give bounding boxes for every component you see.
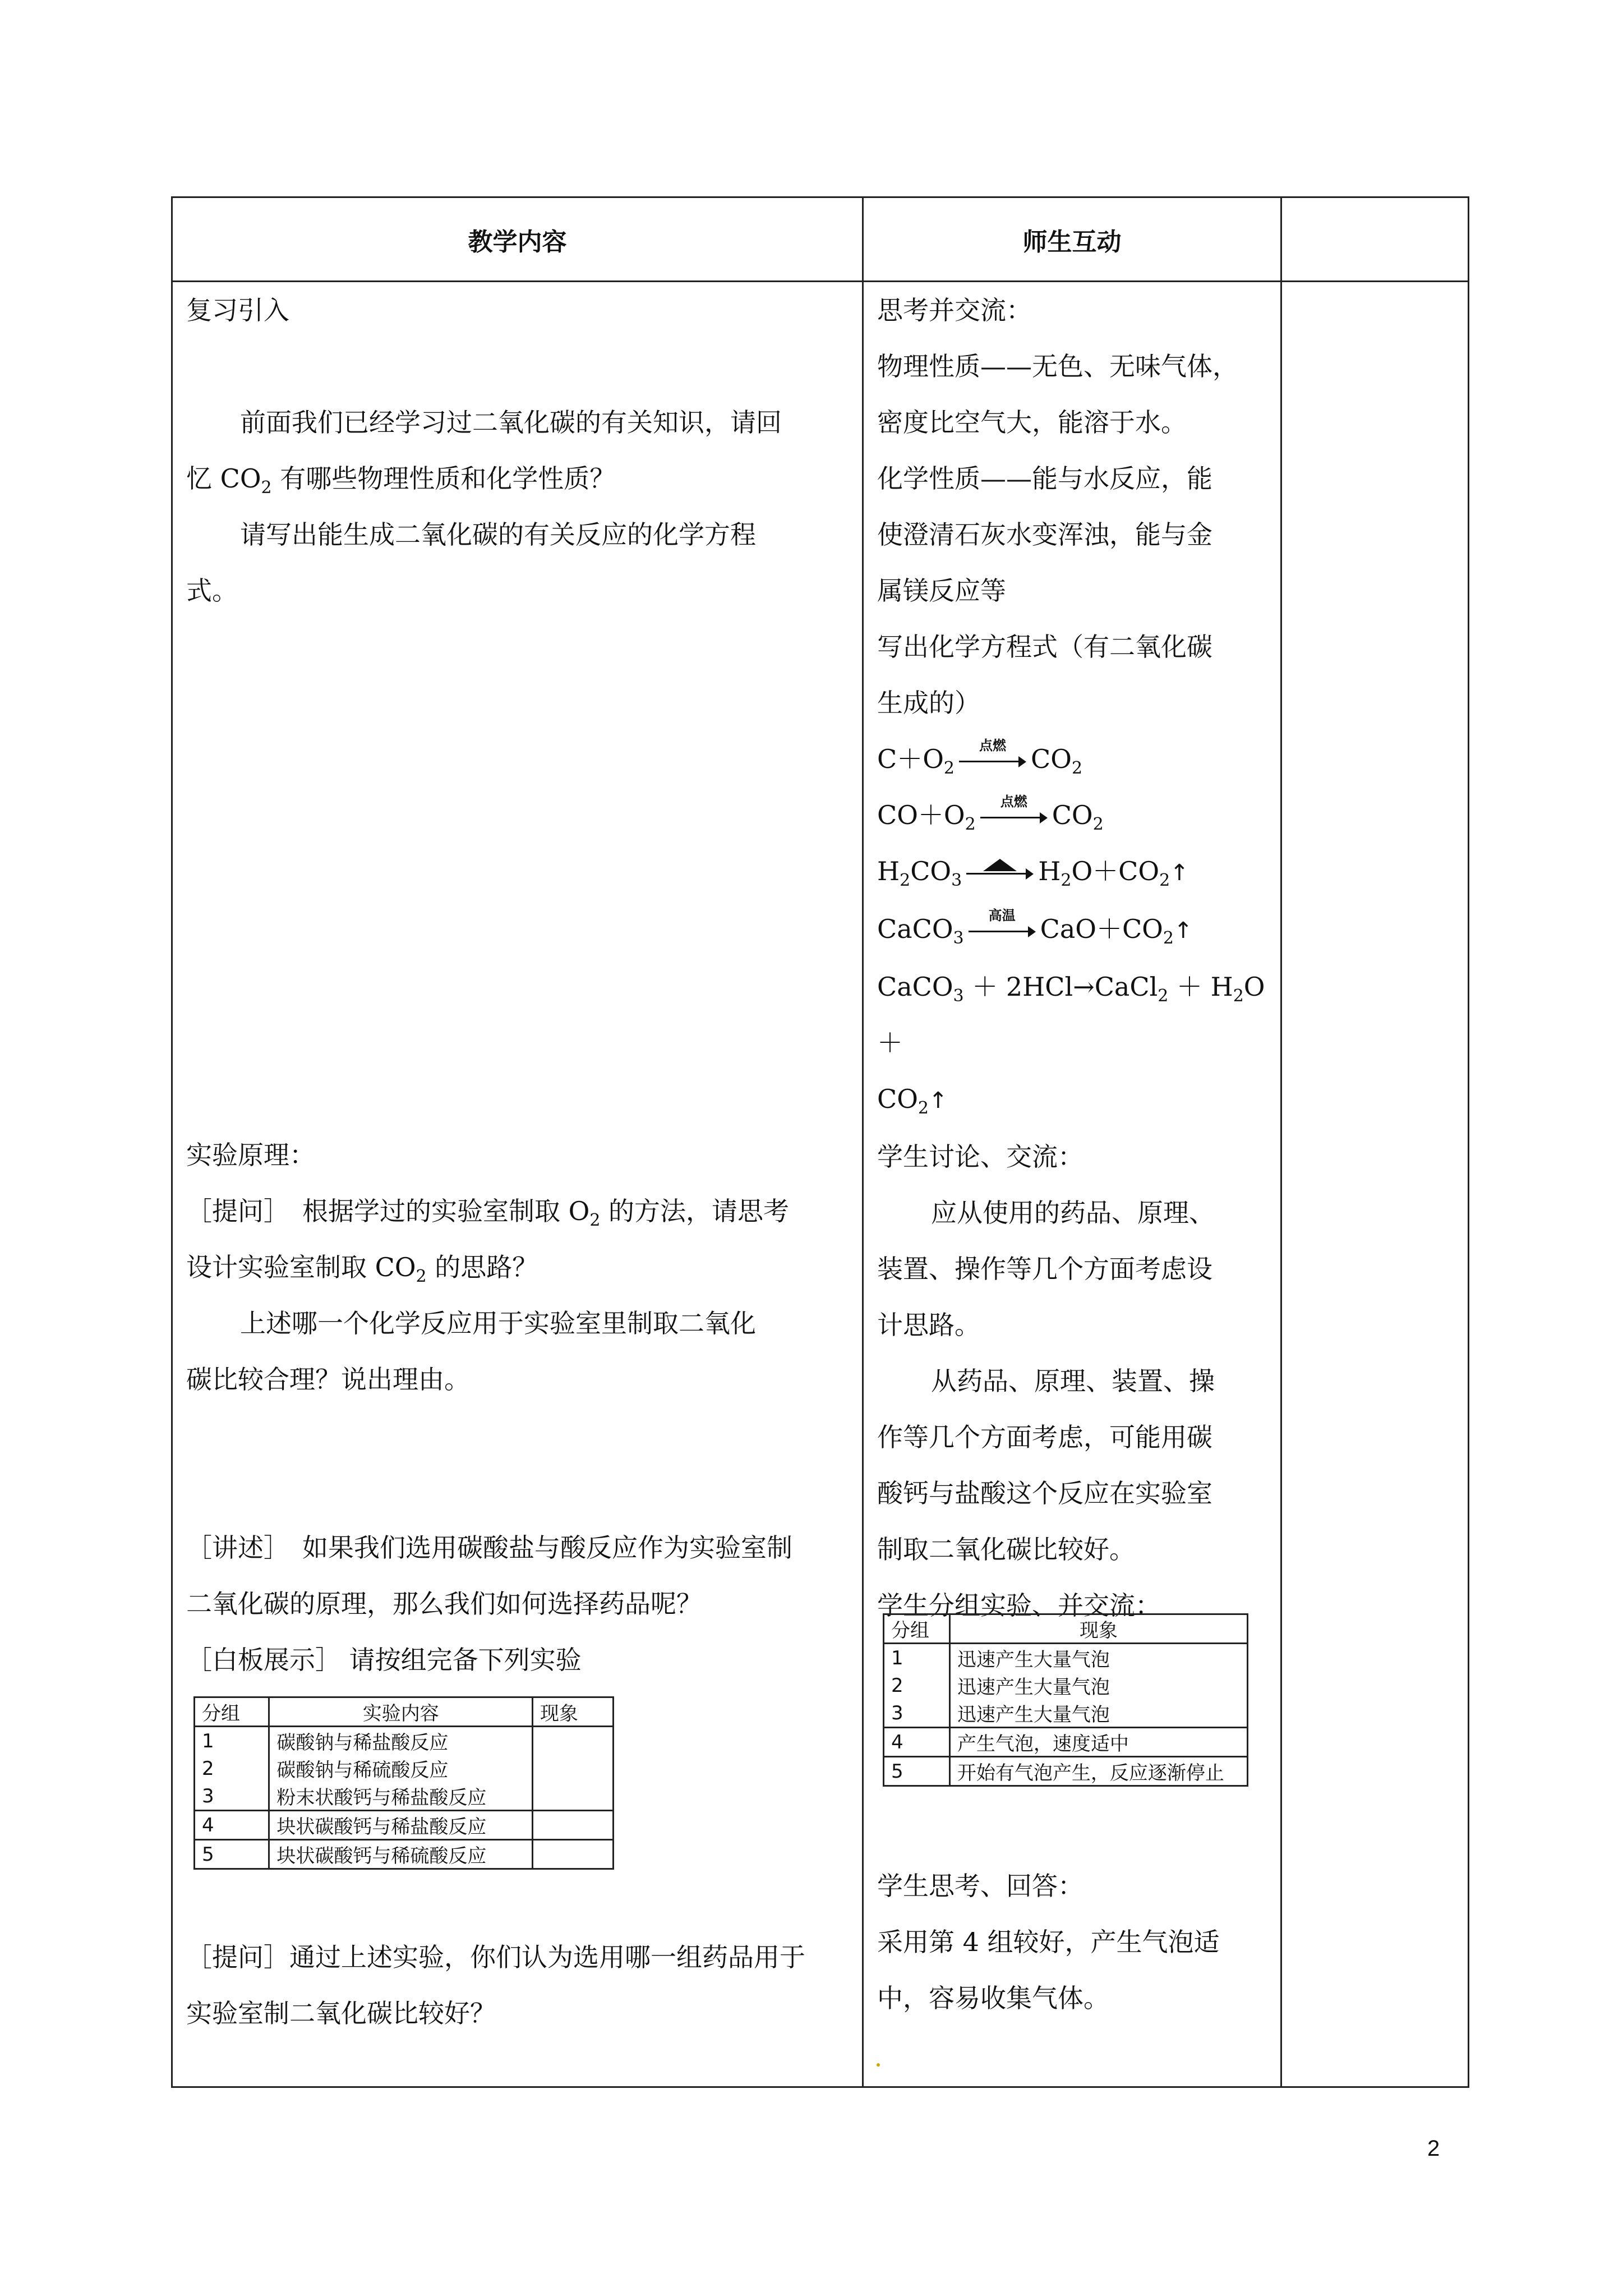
equation-4: CaCO$_3$ 高温 $CaO+CO_2↑$	[877, 908, 1193, 948]
ask-1b	[186, 1239, 854, 1295]
table-cell: 1	[884, 1644, 950, 1672]
gas-up-arrow-icon: ↑	[929, 1088, 948, 1114]
column-divider	[862, 198, 864, 2086]
discuss-title: 学生讨论、交流：	[877, 1142, 1083, 1172]
subscript: 2	[1163, 928, 1174, 948]
subscript: 2	[943, 758, 955, 778]
answer-a: 采用第 4 组较好，产生气泡适	[877, 1927, 1220, 1957]
table-cell: 2	[195, 1755, 269, 1782]
gas-up-arrow-icon: ↑	[1170, 860, 1189, 886]
review-question-1b	[186, 450, 854, 507]
header-interaction: 师生互动	[1022, 227, 1122, 256]
heat-triangle-icon	[983, 859, 1017, 871]
table-row	[195, 1727, 614, 1755]
table-cell: 5	[195, 1840, 269, 1869]
table-cell: 1	[195, 1727, 269, 1755]
subscript: 3	[953, 986, 964, 1006]
group-experiment: 学生分组实验、并交流：	[877, 1590, 1161, 1621]
table-row	[884, 1699, 1248, 1728]
table-cell: 粉末状酸钙与稀盐酸反应	[269, 1782, 533, 1811]
table-cell: 迅速产生大量气泡	[949, 1672, 1247, 1699]
chemical-props-a: 化学性质——能与水反应，能	[877, 463, 1212, 494]
table-cell: 迅速产生大量气泡	[949, 1644, 1247, 1672]
subscript: 2	[1159, 871, 1170, 890]
header-teaching-content: 教学内容	[468, 227, 567, 256]
table-header-row	[195, 1697, 614, 1727]
text: 的方法，请思考	[600, 1196, 790, 1226]
discuss-c: 计思路。	[877, 1310, 980, 1340]
from-c: 酸钙与盐酸这个反应在实验室	[877, 1478, 1212, 1508]
equation-1: $C+O_2$ 点燃 $CO_2$	[877, 738, 1083, 778]
subscript: 3	[951, 871, 962, 890]
reaction-condition: 点燃	[979, 738, 1007, 753]
chemical-props-b: 使澄清石灰水变浑浊，能与金	[877, 519, 1212, 550]
ask-3a: ［提问］通过上述实验，你们认为选用哪一组药品用于	[186, 1942, 805, 1972]
reaction-arrow	[980, 794, 1048, 829]
table-cell: 5	[884, 1757, 950, 1786]
table-header-row	[884, 1614, 1248, 1644]
gas-up-arrow-icon: ↑	[1173, 918, 1193, 944]
table-cell: 4	[884, 1728, 950, 1757]
table-header-cell: 现象	[949, 1614, 1247, 1644]
table-cell: 迅速产生大量气泡	[949, 1699, 1247, 1728]
subscript: 2	[917, 1098, 929, 1118]
ask-2b: 碳比较合理？说出理由。	[186, 1364, 470, 1395]
subscript: 2	[1092, 815, 1104, 834]
write-equations-b: 生成的）	[877, 688, 980, 718]
text: CaCO	[877, 972, 953, 1002]
physical-props-b: 密度比空气大，能溶于水。	[877, 407, 1187, 438]
write-equations-a: 写出化学方程式（有二氧化碳	[877, 632, 1212, 662]
text: 有哪些物理性质和化学性质？	[271, 463, 616, 494]
text: 的思路？	[426, 1252, 538, 1282]
reaction-arrow	[969, 908, 1036, 942]
table-cell: 4	[195, 1811, 269, 1840]
table-row	[884, 1644, 1248, 1672]
text: ＋ H	[1168, 972, 1233, 1002]
subscript: 2	[1158, 986, 1169, 1006]
text: 忆 CO	[186, 463, 261, 494]
text: 设计实验室制取 CO	[186, 1252, 416, 1282]
table-cell: 块状碳酸钙与稀盐酸反应	[269, 1811, 533, 1840]
board-display: ［白板展示］ 请按组完备下列实验	[186, 1645, 582, 1675]
review-question-2b: 式。	[186, 576, 238, 606]
stray-mark	[877, 2063, 880, 2067]
lecture-a: ［讲述］ 如果我们选用碳酸盐与酸反应作为实验室制	[186, 1533, 792, 1563]
column-divider	[1280, 198, 1282, 2086]
reaction-condition: 高温	[988, 908, 1016, 923]
table-cell: 碳酸钠与稀硫酸反应	[269, 1755, 533, 1782]
table-cell	[533, 1811, 614, 1840]
principle-title: 实验原理：	[186, 1140, 315, 1170]
think-title: 思考并交流：	[877, 295, 1032, 325]
equation-2: $CO+O_2$ 点燃 $CO_2$	[877, 794, 1104, 834]
table-cell: 3	[884, 1699, 950, 1728]
from-d: 制取二氧化碳比较好。	[877, 1534, 1135, 1565]
text: O ＋	[877, 972, 1265, 1058]
table-cell: 开始有气泡产生，反应逐渐停止	[949, 1757, 1247, 1786]
blank-space	[186, 1407, 854, 1520]
review-title: 复习引入	[186, 295, 289, 325]
table-header-cell: 现象	[533, 1697, 614, 1727]
table-header-cell: 分组	[884, 1614, 950, 1644]
table-row	[884, 1672, 1248, 1699]
subscript: 3	[953, 928, 964, 948]
reaction-arrow	[959, 738, 1026, 772]
review-question-2a: 请写出能生成二氧化碳的有关反应的化学方程	[240, 519, 756, 550]
equation-5a	[877, 959, 1270, 1071]
ask-1a	[186, 1183, 854, 1239]
table-header-cell: 分组	[195, 1697, 269, 1727]
discuss-a: 应从使用的药品、原理、	[931, 1198, 1215, 1228]
subscript: 2	[1233, 986, 1244, 1006]
table-cell	[533, 1727, 614, 1811]
discuss-b: 装置、操作等几个方面考虑设	[877, 1254, 1212, 1284]
table-row	[884, 1728, 1248, 1757]
header-notes	[1282, 198, 1469, 280]
reaction-condition: 点燃	[1000, 794, 1027, 809]
table-cell: 块状碳酸钙与稀硫酸反应	[269, 1840, 533, 1869]
equation-5b	[877, 1071, 1270, 1129]
subscript: 2	[1071, 758, 1083, 778]
table-row	[195, 1811, 614, 1840]
blank-space	[186, 619, 854, 1127]
results-table	[883, 1613, 1248, 1787]
ask-2a: 上述哪一个化学反应用于实验室里制取二氧化	[240, 1308, 756, 1338]
physical-props-a: 物理性质——无色、无味气体，	[877, 351, 1238, 381]
table-row	[195, 1840, 614, 1869]
text: CO	[877, 1084, 918, 1114]
subscript: 2	[589, 1211, 601, 1230]
lecture-b: 二氧化碳的原理，那么我们如何选择药品呢？	[186, 1589, 702, 1619]
page-number: 2	[1427, 2136, 1440, 2161]
table-cell: 3	[195, 1782, 269, 1811]
text: ＋ 2HCl→CaCl	[963, 972, 1158, 1002]
table-cell: 2	[884, 1672, 950, 1699]
equation-3: $H_2CO_3$ $H_2O+CO_2↑$	[877, 856, 1189, 890]
from-b: 作等几个方面考虑，可能用碳	[877, 1422, 1212, 1452]
chemical-props-c: 属镁反应等	[877, 576, 1006, 606]
subscript: 2	[416, 1267, 427, 1286]
answer-b: 中，容易收集气体。	[877, 1983, 1109, 2013]
ask-3b: 实验室制二氧化碳比较好？	[186, 1998, 496, 2028]
table-row	[884, 1757, 1248, 1786]
table-cell: 产生气泡，速度适中	[949, 1728, 1247, 1757]
review-question-1a: 前面我们已经学习过二氧化碳的有关知识，请回	[240, 407, 782, 438]
table-cell: 碳酸钠与稀盐酸反应	[269, 1727, 533, 1755]
table-cell	[533, 1840, 614, 1869]
experiment-table	[193, 1696, 614, 1870]
subscript: 2	[965, 815, 976, 834]
subscript: 2	[261, 478, 272, 498]
answer-title: 学生思考、回答：	[877, 1871, 1083, 1901]
subscript: 2	[900, 871, 911, 890]
from-a: 从药品、原理、装置、操	[931, 1366, 1215, 1396]
heating-arrow	[966, 862, 1034, 885]
subscript: 2	[1061, 871, 1072, 890]
text: ［提问］ 根据学过的实验室制取 O	[186, 1196, 590, 1226]
table-header-cell: 实验内容	[269, 1697, 533, 1727]
spacer	[186, 338, 854, 394]
